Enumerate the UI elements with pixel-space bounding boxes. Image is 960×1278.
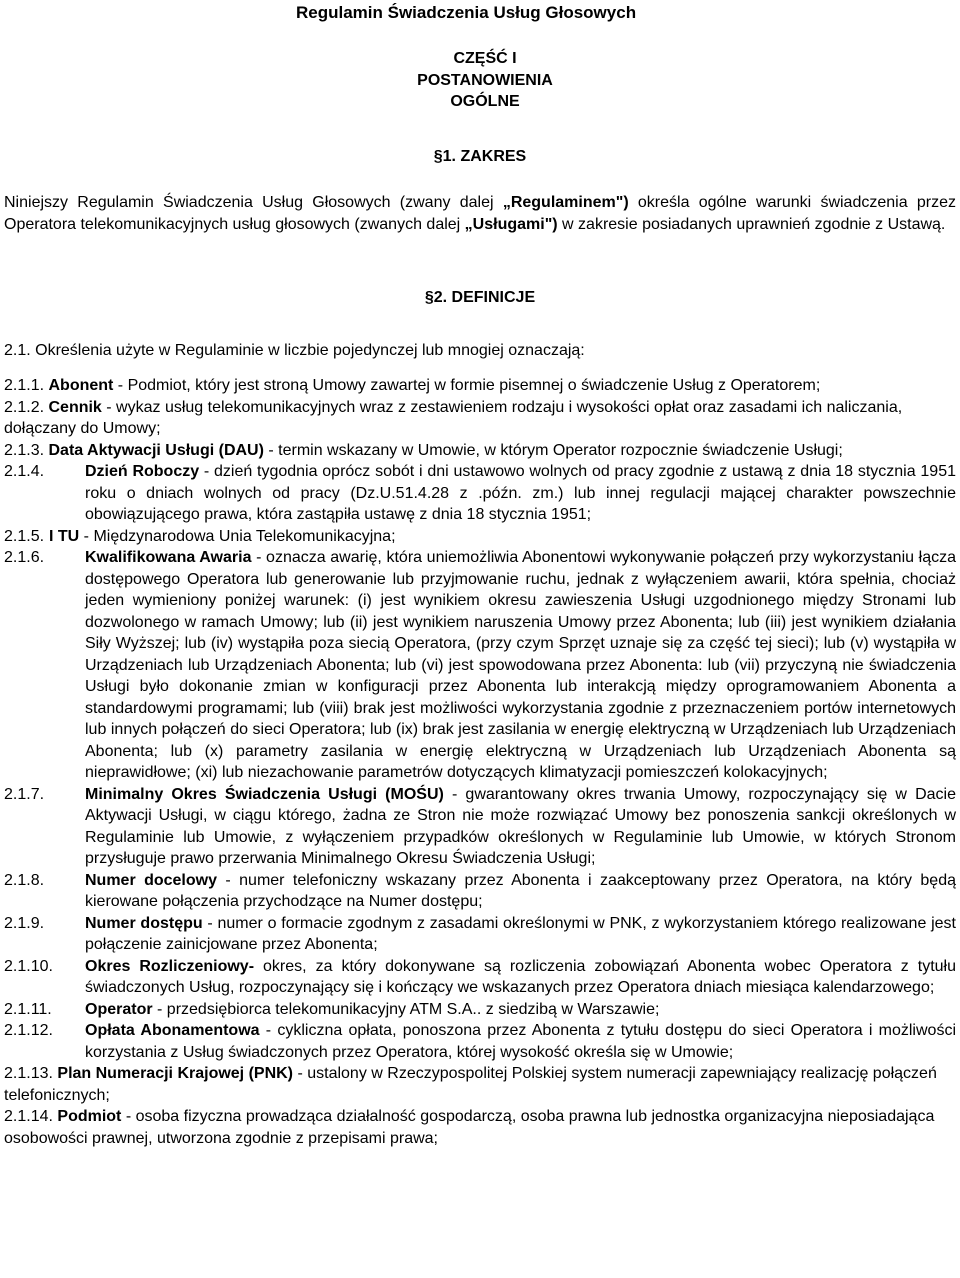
definition-item: 2.1.7. Minimalny Okres Świadczenia Usługi (MOŚU) - gwarantowany okres trwania Umowy, rozpoczynający się w Dacie Aktywacji Usługi, w ciągu którego, żadna ze Stron nie może rozwiązać Umowy bez ponoszenia sankcji określonych w Regulaminie lub Umowie, z wyłączeniem przypadków określonych w Regulaminie lub Umowie, w których Stronom przysługuje prawo przerwania Minimalnego Okresu Świadczenia Usługi; <box>4 785 956 867</box>
part-heading <box>0 48 960 113</box>
section-heading-scope: §1. ZAKRES <box>433 148 527 165</box>
definition-item: 2.1.12. Opłata Abonamentowa - cykliczna opłata, ponoszona przez Abonenta z tytułu dostępu do sieci Operatora i możliwości korzystania z Usług świadczonych przez Operatora, której wysokość określa się w Umowie; <box>4 1022 956 1061</box>
definition-item: 2.1.13. Plan Numeracji Krajowej (PNK) - ustalony w Rzeczypospolitej Polskiej system numeracji zapewniający realizację połączeń telefonicznych; <box>4 1065 937 1104</box>
definitions-lead: 2.1. Określenia użyte w Regulaminie w liczbie pojedynczej lub mnogiej oznaczają: <box>4 342 585 359</box>
term-uslugi: „Usługami") <box>464 215 558 233</box>
part-number: CZĘŚĆ I <box>453 50 517 67</box>
term-regulamin: „Regulaminem") <box>502 194 629 211</box>
definition-item: 2.1.4. Dzień Roboczy - dzień tygodnia oprócz sobót i dni ustawowo wolnych od pracy zgodnie z ustawą z dnia 18 stycznia 1951 roku o dniach wolnych od pracy (Dz.U.51.4.28 z .późn. zm.) lub innej regulacji mającej charakter powszechnie obowiązującego prawa, która zastąpiła ustawę z dnia 18 stycznia 1951; <box>4 463 957 523</box>
definition-item: 2.1.8. Numer docelowy - numer telefoniczny wskazany przez Abonenta i zaakceptowany przez Operatora, na który będą kierowane połączenia przychodzące na Numer dostępu; <box>4 871 956 910</box>
definition-item: 2.1.2. Cennik - wykaz usług telekomunikacyjnych wraz z zestawieniem rodzaju i wysokości opłat oraz zasadami ich naliczania, dołączany do Umowy; <box>4 398 903 437</box>
definition-item: 2.1.10. Okres Rozliczeniowy- okres, za który dokonywane są rozliczenia zobowiązań Abonenta wobec Operatora z tytułu świadczonych Usług, rozpoczynający się i kończący we wskazanych przez Operatora dniach miesiąca kalendarzowego; <box>4 957 957 996</box>
definitions-list <box>4 375 956 1149</box>
definition-item: 2.1.14. Podmiot - osoba fizyczna prowadząca działalność gospodarczą, osoba prawna lub jednostka organizacyjna nieposiadająca osobowości prawnej, utworzona zgodnie z przepisami prawa; <box>4 1108 935 1147</box>
part-name-line-2: OGÓLNE <box>450 93 520 110</box>
part-name-line-1: POSTANOWIENIA <box>417 71 553 89</box>
document-title: Regulamin Świadczenia Usług Głosowych <box>296 3 637 22</box>
definition-item: 2.1.1. Abonent - Podmiot, który jest stroną Umowy zawartej w formie pisemnej o świadczenie Usług z Operatorem; <box>4 377 821 394</box>
definition-item: 2.1.9. Numer dostępu - numer o formacie zgodnym z zasadami określonymi w PNK, z wykorzystaniem którego realizowane jest połączenie zainicjowane przez Abonenta; <box>4 914 957 953</box>
definition-item: 2.1.6. Kwalifikowana Awaria - oznacza awarię, która uniemożliwia Abonentowi wykonywanie połączeń przy wykorzystaniu łącza dostępowego Operatora lub generowanie lub przyjmowanie ruchu, jednak z wyłączeniem awarii, która spełnia, chociaż jeden wymieniony poniżej warunek: (i) jest wynikiem okresu zawieszenia Usługi uzgodnionego między Stronami lub dozwolonego w ramach Umowy; lub (ii) jest wynikiem naruszenia Umowy przez Abonenta; lub (iii) jest wynikiem działania Siły Wyższej; lub (iv) wystąpiła poza siecią Operatora, (przy czym Sprzęt uznaje się za część tej sieci); lub (v) wystąpiła w Urządzeniach lub Urządzeniach Abonenta; lub (vi) jest spowodowana przez Abonenta: lub (vii) przyczyną nie świadczenia Usługi było dokonanie zmian w konfiguracji przez Abonenta lub interakcją między oprogramowaniem Abonenta a standardowymi programami; lub (viii) brak jest możliwości wykorzystania zgodnie z przeznaczeniem portów internetowych lub innych połączeń do sieci Operatora; lub (ix) brak jest zasilania w energię elektryczną w Urządzeniach lub Urządzeniach Abonenta; lub (x) parametry zasilania w energię elektryczną w Urządzeniach lub Urządzeniach Abonenta są nieprawidłowe; (xi) lub niezachowanie parametrów dotyczących klimatyzacji pomieszczeń kolokacyjnych; <box>4 549 956 781</box>
intro-paragraph: Niniejszy Regulamin Świadczenia Usług Głosowych (zwany dalej „Regulaminem") określa ogólne warunki świadczenia przez Operatora telekomunikacyjnych usług głosowych (zwanych dalej „Usługami") w zakresie posiadanych uprawnień zgodnie z Ustawą. <box>4 194 956 233</box>
definition-item: 2.1.3. Data Aktywacji Usługi (DAU) - termin wskazany w Umowie, w którym Operator rozpocznie świadczenie Usługi; <box>4 441 843 459</box>
definition-item: 2.1.5. I TU - Międzynarodowa Unia Telekomunikacyjna; <box>4 527 396 545</box>
section-heading-definitions: §2. DEFINICJE <box>424 289 536 306</box>
definition-item: 2.1.11. Operator - przedsiębiorca telekomunikacyjny ATM S.A.. z siedzibą w Warszawie; <box>4 1000 660 1018</box>
